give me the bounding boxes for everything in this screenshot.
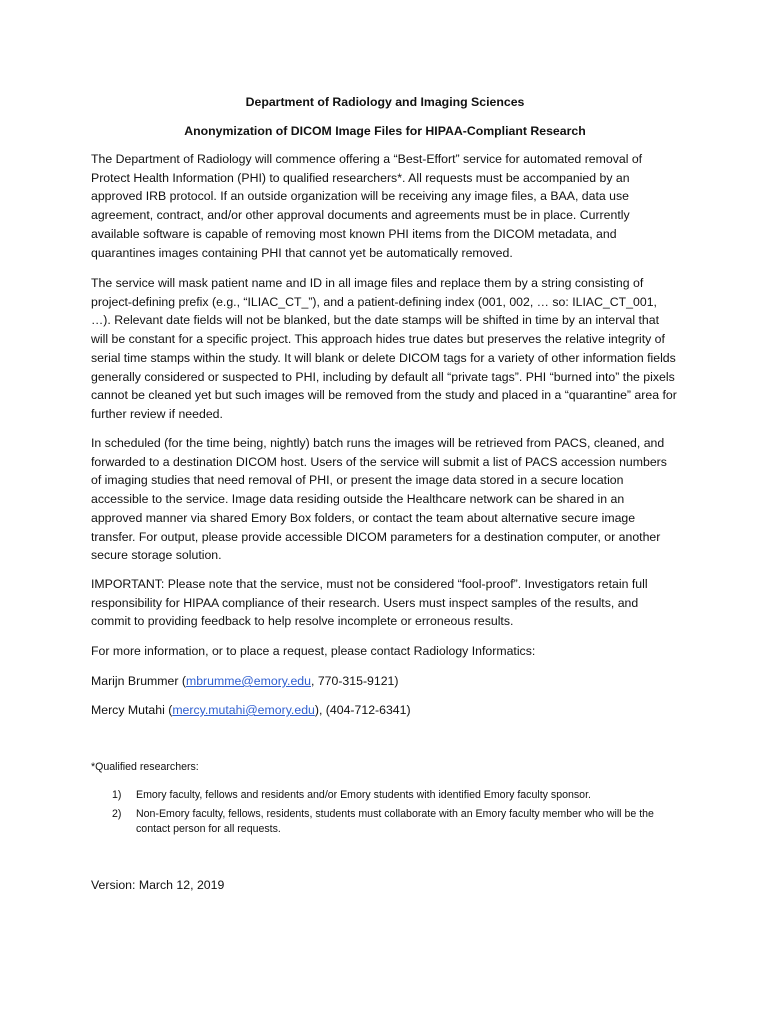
email-link[interactable]: mbrumme@emory.edu — [185, 674, 311, 688]
footnote-number: 2) — [112, 807, 122, 820]
footnote-text: Non-Emory faculty, fellows, residents, students must collaborate with an Emory faculty member who will be the contact person for all requests. — [136, 807, 654, 835]
contact-name: Mercy Mutahi ( — [91, 703, 173, 717]
email-link[interactable]: mercy.mutahi@emory.edu — [172, 703, 315, 717]
contact-name: Marijn Brummer ( — [91, 674, 186, 688]
footnote-item — [91, 807, 691, 838]
department-title: Department of Radiology and Imaging Sciences — [245, 95, 525, 109]
paragraph-masking: The service will mask patient name and ID in all image files and replace them by a string consisting of project-defining prefix (e.g., “ILIAC_CT_”), and a patient-defining index (001, 002, … so: ILIAC_CT_001, …). Relevant date fields will not be blanked, but the date stamps will be shifted in time by an interval that will be constant for a specific project. This approach hides true dates but preserves the relative integrity of serial time stamps within the study. It will blank or delete DICOM tags for a variety of other information fields generally considered or suspected to PHI, including by default all “private tags”. PHI “burned into” the pixels cannot be cleaned yet but such images will be removed from the study and placed in a “quarantine” area for further review if needed. — [91, 276, 677, 421]
paragraph-intro: The Department of Radiology will commence offering a “Best-Effort” service for automated removal of Protect Health Information (PHI) to qualified researchers*. All requests must be accompanied by an approved IRB protocol. If an outside organization will be receiving any image files, a BAA, data use agreement, contract, and/or other approval documents and agreements must be in place. Currently available software is capable of removing most known PHI items from the DICOM metadata, and quarantines images containing PHI that cannot yet be automatically removed. — [91, 152, 643, 260]
contact-line-brummer — [91, 672, 677, 691]
contact-phone: , 770-315-9121) — [310, 674, 399, 688]
footnote-heading: *Qualified researchers: — [91, 761, 199, 773]
document-subtitle: Anonymization of DICOM Image Files for HIPAA-Compliant Research — [184, 124, 586, 138]
paragraph-important: IMPORTANT: Please note that the service, must not be considered “fool-proof”. Investigators retain full responsibility for HIPAA compliance of their research. Users must inspect samples of the results, and commit to providing feedback to help resolve incomplete or erroneous results. — [91, 577, 648, 629]
contact-phone: ), (404-712-6341) — [314, 703, 411, 717]
footnote-list — [91, 788, 691, 841]
version-label: Version: March 12, 2019 — [91, 878, 225, 892]
footnote-item — [91, 788, 691, 804]
paragraph-contact-intro: For more information, or to place a request, please contact Radiology Informatics: — [91, 644, 536, 658]
paragraph-batch-runs: In scheduled (for the time being, nightly) batch runs the images will be retrieved from PACS, cleaned, and forwarded to a destination DICOM host. Users of the service will submit a list of PACS accession numbers of imaging studies that need removal of PHI, or present the image data stored in a secure location accessible to the service. Image data residing outside the Healthcare network can be shared in an approved manner via shared Emory Box folders, or contact the team about alternative secure image transfer. For output, please provide accessible DICOM parameters for a destination computer, or another secure storage solution. — [91, 436, 667, 563]
footnote-number: 1) — [112, 789, 122, 801]
contact-line-mutahi — [91, 701, 677, 720]
footnote-text: Emory faculty, fellows and residents and/or Emory students with identified Emory faculty sponsor. — [136, 789, 591, 801]
